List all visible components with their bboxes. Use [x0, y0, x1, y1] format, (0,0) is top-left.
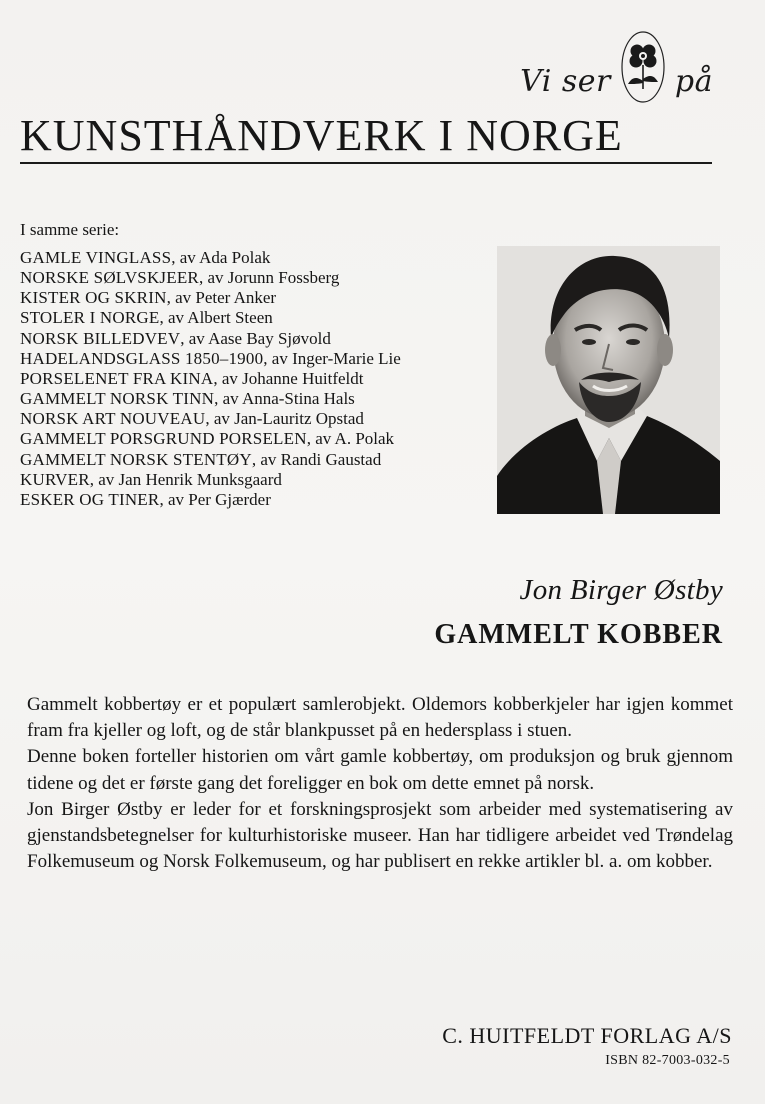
isbn: ISBN 82-7003-032-5 — [605, 1053, 730, 1068]
author-name: Jon Birger Østby — [519, 574, 723, 606]
list-item: HADELANDSGLASS 1850–1900, av Inger-Marie Lie — [20, 348, 401, 368]
list-item: GAMMELT NORSK STENTØY, av Randi Gaustad — [20, 449, 382, 469]
list-item: GAMMELT NORSK TINN, av Anna-Stina Hals — [20, 389, 355, 409]
blurb-paragraph: Denne boken forteller historien om vårt gamle kobbertøy, om produksjon og bruk gjennom tidene og det er første gang det foreligger en bok om dette emnet på norsk. — [27, 746, 733, 794]
series-book-list — [20, 248, 401, 510]
blurb — [27, 692, 733, 875]
brand-script-left: Vi ser — [520, 63, 611, 99]
author-portrait — [497, 246, 720, 514]
list-item: GAMLE VINGLASS, av Ada Polak — [20, 248, 271, 267]
title-rule — [20, 162, 712, 164]
flower-emblem-icon — [619, 29, 667, 105]
list-item: NORSK BILLEDVEV, av Aase Bay Sjøvold — [20, 328, 331, 348]
series-brand — [520, 26, 713, 108]
list-item: STOLER I NORGE, av Albert Steen — [20, 308, 273, 328]
list-item: GAMMELT PORSGRUND PORSELEN, av A. Polak — [20, 429, 395, 449]
list-item: KURVER, av Jan Henrik Munksgaard — [20, 469, 282, 489]
book-title: GAMMELT KOBBER — [434, 619, 723, 650]
series-intro: I samme serie: — [20, 220, 120, 239]
series-title: KUNSTHÅNDVERK I NORGE — [20, 111, 623, 160]
brand-script-right: på — [674, 63, 713, 99]
list-item: NORSK ART NOUVEAU, av Jan-Lauritz Opstad — [20, 409, 364, 429]
list-item: PORSELENET FRA KINA, av Johanne Huitfeldt — [20, 368, 364, 388]
blurb-paragraph: Gammelt kobbertøy er et populært samlerobjekt. Oldemors kobberkjeler har igjen kommet fram fra kjeller og loft, og de står blankpusset på en hedersplass i stuen. — [27, 694, 733, 742]
publisher: C. HUITFELDT FORLAG A/S — [442, 1023, 732, 1048]
list-item: ESKER OG TINER, av Per Gjærder — [20, 489, 271, 509]
blurb-paragraph: Jon Birger Østby er leder for et forskningsprosjekt som arbeider med systematisering av gjenstandsbetegnelser for kulturhistoriske museer. Han har tidligere arbeidet ved Trøndelag Folkemuseum og Norsk Folkemuseum, og har publisert en rekke artikler bl. a. om kobber. — [27, 798, 733, 873]
list-item: NORSKE SØLVSKJEER, av Jorunn Fossberg — [20, 268, 340, 288]
list-item: KISTER OG SKRIN, av Peter Anker — [20, 288, 277, 308]
